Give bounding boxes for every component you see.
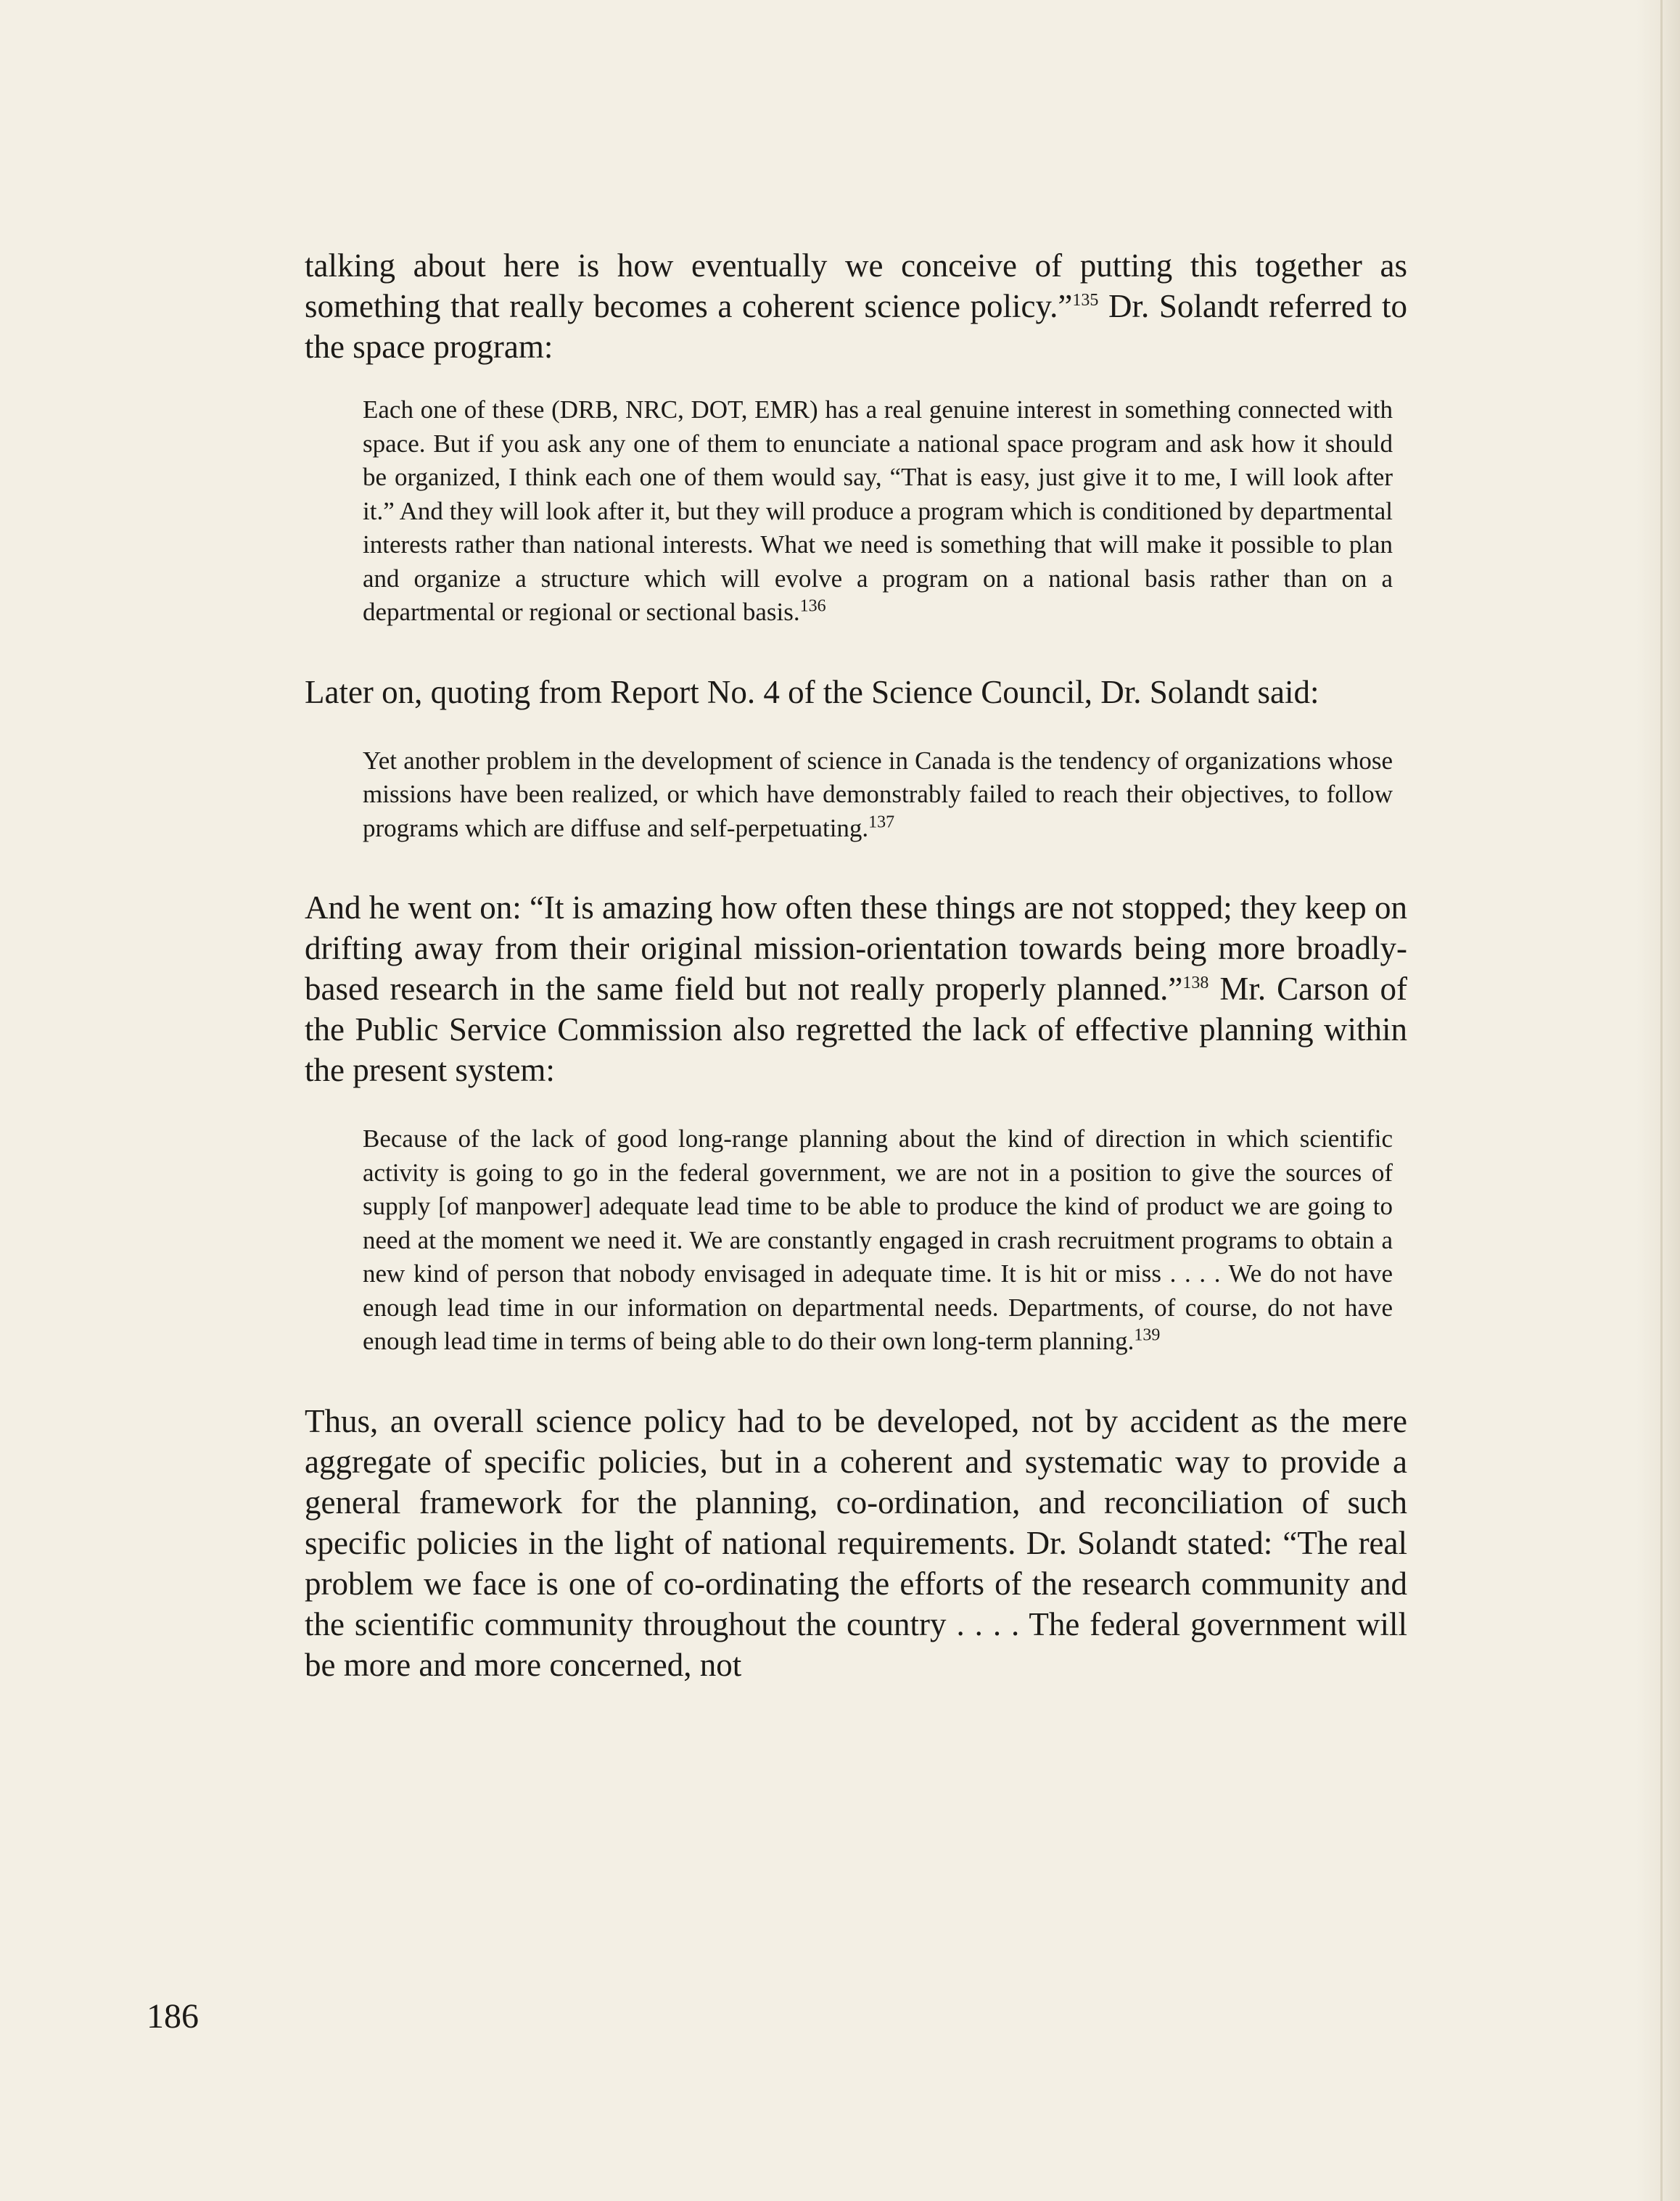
block-quote-science-council: Yet another problem in the development of science in Canada is the tendency of organizations whose missions have been realized, or which have demonstrably failed to reach their objectives, to follow programs which are diffuse and self-perpetuating.$^{137}$	[363, 746, 1393, 842]
footnote-ref-135: 135	[1072, 291, 1099, 310]
footnote-ref-138: 138	[1182, 974, 1209, 992]
paragraph-continuation: talking about here is how eventually we conceive of putting this together as something that really becomes a coherent science policy.”$^{135}$ Dr. Solandt referred to the space program:	[305, 247, 1407, 365]
paragraph-mission-orientation: And he went on: “It is amazing how often these things are not stopped; they keep on drifting away from their original mission-orientation towards being more broadly-based research in the same field but not really properly planned.”$^{138}$ Mr. Carson of the Public Service Commission also regretted the lack of effective planning within the present system:	[305, 889, 1407, 1088]
text-column	[305, 245, 1407, 1685]
footnote-ref-137: 137	[868, 812, 895, 831]
footnote-ref-139: 139	[1134, 1325, 1161, 1345]
page-gutter-line	[1660, 0, 1663, 2201]
page-edge-shadow	[1636, 0, 1680, 2201]
paragraph-overall-science-policy: Thus, an overall science policy had to be developed, not by accident as the mere aggregate of specific policies, but in a coherent and systematic way to provide a general framework for the planning, co-ordination, and reconciliation of such specific policies in the light of national requirements. Dr. Solandt stated: “The real problem we face is one of co-ordinating the efforts of the research community and the scientific community throughout the country . . . . The federal government will be more and more concerned, not	[305, 1402, 1407, 1683]
block-quote-solandt-space: Each one of these (DRB, NRC, DOT, EMR) has a real genuine interest in something connected with space. But if you ask any one of them to enunciate a national space program and ask how it should be organized, I think each one of them would say, “That is easy, just give it to me, I will look after it.” And they will look after it, but they will produce a program which is conditioned by departmental interests rather than national interests. What we need is something that will make it possible to plan and organize a structure which will evolve a program on a national basis rather than on a departmental or regional or sectional basis.$^{136}$	[363, 395, 1393, 626]
paragraph-report-no-4: Later on, quoting from Report No. 4 of the Science Council, Dr. Solandt said:	[305, 673, 1319, 710]
block-quote-carson: Because of the lack of good long-range planning about the kind of direction in which scientific activity is going to go in the federal government, we are not in a position to give the sources of supply [of manpower] adequate lead time to be able to produce the kind of product we are going to need at the moment we need it. We are constantly engaged in crash recruitment programs to obtain a new kind of person that nobody envisaged in adequate time. It is hit or miss . . . . We do not have enough lead time in our information on departmental needs. Departments, of course, do not have enough lead time in terms of being able to do their own long-term planning.$^{139}$	[363, 1124, 1393, 1355]
page-number: 186	[147, 1997, 199, 2036]
footnote-ref-136: 136	[799, 596, 826, 616]
